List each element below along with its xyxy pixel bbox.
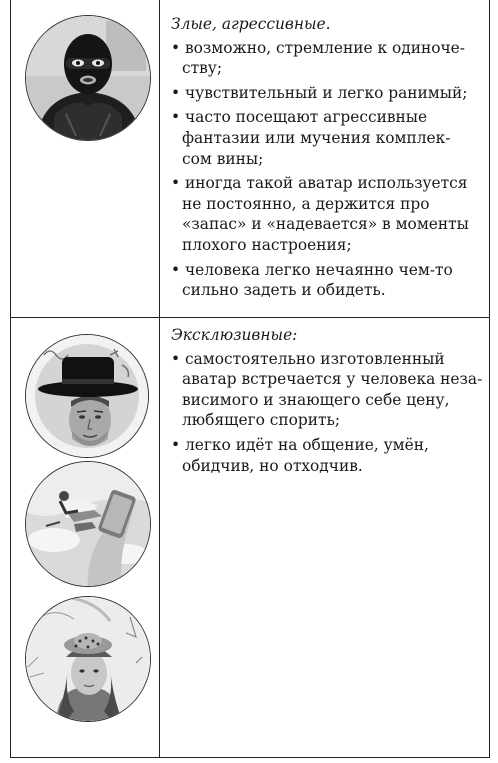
list-item-line: сом вины; bbox=[182, 149, 264, 168]
row-2-description bbox=[171, 325, 489, 480]
list-item-line: • самостоятельно изготовленный bbox=[171, 349, 445, 368]
row-1-description bbox=[171, 14, 489, 305]
list-item bbox=[171, 260, 489, 301]
list-item-line: висимого и знающего себе цену, bbox=[182, 390, 450, 409]
list-item-line: аватар встречается у человека неза- bbox=[182, 370, 483, 389]
category-heading: Злые, агрессивные. bbox=[171, 15, 331, 33]
list-item-line: • человека легко нечаянно чем-то bbox=[171, 260, 453, 279]
list-item-line: фантазии или мучения комплек- bbox=[182, 128, 451, 147]
list-item-line: • часто посещают агрессивные bbox=[171, 108, 428, 127]
list-item-line: обидчив, но отходчив. bbox=[182, 456, 363, 475]
man-with-black-hat-collage-icon bbox=[25, 334, 149, 458]
hand-holding-phone-collage-icon bbox=[25, 461, 151, 587]
list-item-line: • чувствительный и легко ранимый; bbox=[171, 83, 468, 102]
list-item-line: любящего спорить; bbox=[182, 411, 341, 430]
list-item bbox=[171, 107, 489, 169]
row-divider bbox=[11, 317, 489, 318]
list-item-line: плохого настроения; bbox=[182, 235, 352, 254]
list-item-line: не постоянно, а держится про bbox=[182, 194, 430, 213]
column-divider bbox=[159, 0, 160, 757]
masked-person-balaclava-icon bbox=[25, 15, 151, 141]
list-item-line: сильно задеть и обидеть. bbox=[182, 281, 386, 300]
category-heading: Эксклюзивные: bbox=[171, 326, 298, 344]
list-item-line: • легко идёт на общение, умён, bbox=[171, 435, 429, 454]
list-item-line: ству; bbox=[182, 59, 223, 78]
list-item bbox=[171, 38, 489, 79]
avatar-types-table bbox=[10, 0, 490, 758]
girl-with-hat-collage-icon bbox=[25, 596, 151, 722]
list-item bbox=[171, 349, 489, 431]
list-item-line: «запас» и «надевается» в моменты bbox=[182, 215, 469, 234]
list-item bbox=[171, 173, 489, 255]
list-item bbox=[171, 435, 489, 476]
list-item bbox=[171, 83, 489, 104]
list-item-line: • иногда такой аватар используется bbox=[171, 174, 468, 193]
list-item-line: • возможно, стремление к одиноче- bbox=[171, 38, 465, 57]
